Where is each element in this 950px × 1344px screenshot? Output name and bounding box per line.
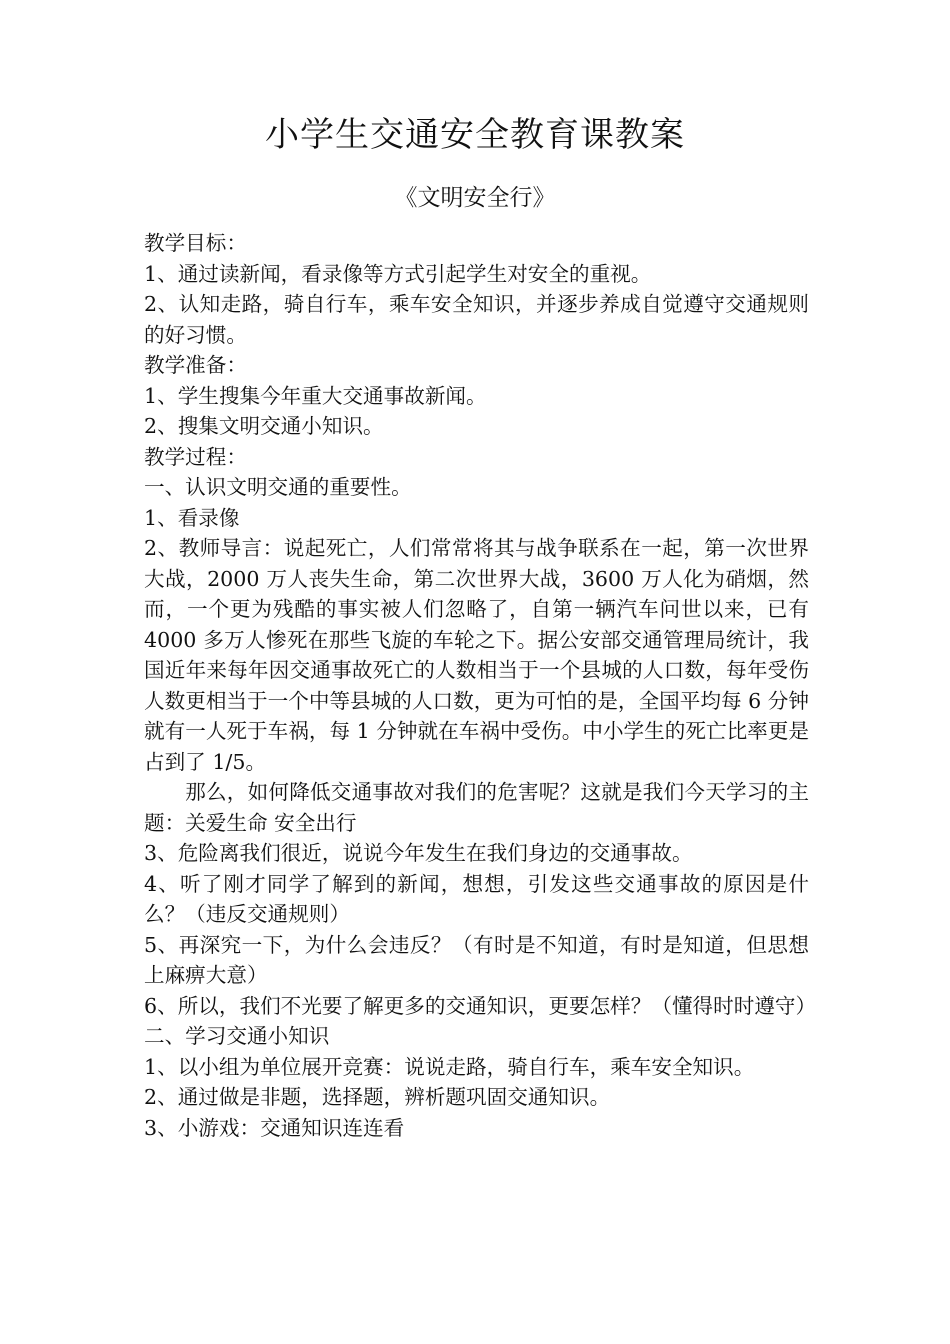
preparation-item: 2、搜集文明交通小知识。: [144, 414, 384, 438]
goal-item: 1、通过读新闻，看录像等方式引起学生对安全的重视。: [144, 261, 652, 286]
goal-item: 2、认知走路，骑自行车，乘车安全知识，并逐步养成自觉遵守交通规则的好习惯。: [144, 292, 809, 347]
heading-teaching-process: 教学过程：: [144, 444, 247, 469]
heading-teaching-goals: 教学目标：: [144, 231, 247, 255]
document-subtitle: 《文明安全行》: [394, 185, 556, 211]
process-item: 3、危险离我们很近，说说今年发生在我们身边的交通事故。: [144, 841, 693, 865]
knowledge-item: 2、通过做是非题，选择题，辨析题巩固交通知识。: [144, 1085, 611, 1109]
process-item: 6、所以，我们不光要了解更多的交通知识，更要怎样？（懂得时时遵守）: [144, 993, 817, 1018]
knowledge-item: 1、以小组为单位展开竞赛：说说走路，骑自行车，乘车安全知识。: [144, 1054, 755, 1079]
section-heading: 二、学习交通小知识: [144, 1024, 330, 1048]
document-title: 小学生交通安全教育课教案: [265, 115, 685, 155]
document-body: [144, 228, 817, 1143]
heading-teaching-preparation: 教学准备：: [144, 353, 247, 377]
knowledge-item: 3、小游戏：交通知识连连看: [144, 1115, 405, 1140]
process-item-teacher-intro: 2、教师导言：说起死亡，人们常常将其与战争联系在一起，第一次世界大战，2000 万人丧失生命，第二次世界大战，3600 万人化为硝烟，然而，一个更为残酷的事实被人们忽略了，自第一辆汽车问世以来，已有 4000 多万人惨死在那些飞旋的车轮之下。据公安部交通管理局统计，我国近年来每年因交通事故死亡的人数相当于一个县城的人口数，每年受伤人数更相当于一个中等县城的人口数，更为可怕的是，全国平均每 6 分钟就有一人死于车祸，每 1 分钟就在车祸中受伤。中小学生的死亡比率更是占到了 1/5。: [144, 536, 809, 774]
preparation-item: 1、学生搜集今年重大交通事故新闻。: [144, 383, 487, 408]
process-item: 4、听了刚才同学了解到的新闻，想想，引发这些交通事故的原因是什么？（违反交通规则）: [144, 871, 809, 926]
process-paragraph: 那么，如何降低交通事故对我们的危害呢？这就是我们今天学习的主题：关爱生命 安全出行: [144, 780, 809, 835]
process-item: 5、再深究一下，为什么会违反？（有时是不知道，有时是知道，但思想上麻痹大意）: [144, 932, 809, 987]
section-heading: 一、认识文明交通的重要性。: [144, 475, 412, 499]
process-item: 1、看录像: [144, 505, 240, 530]
